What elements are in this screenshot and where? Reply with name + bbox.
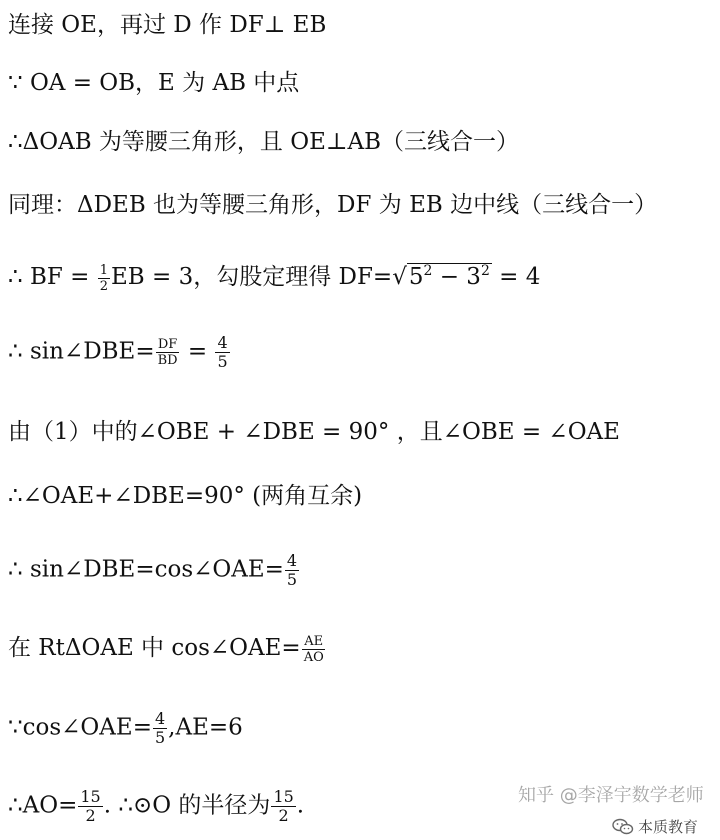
- line-4: 同理：ΔDEB 也为等腰三角形，DF 为 EB 边中线（三线合一）: [8, 192, 658, 218]
- fraction-four-fifths: $\frac{4}{5}$: [217, 333, 228, 371]
- fraction-fifteen-halves: $\frac{15}{2}$: [273, 787, 294, 825]
- line-12: ∴AO= $\frac{15}{2}$ . ∴⊙O 的半径为 $\frac{15}{2}$ .: [8, 787, 305, 825]
- line-9: ∴ sin∠DBE=cos∠OAE= $\frac{4}{5}$: [8, 551, 298, 589]
- line-7: 由（1）中的∠OBE + ∠DBE = 90° ，且∠OBE = ∠OAE: [8, 419, 620, 445]
- line-10: 在 RtΔOAE 中 cos∠OAE= $\frac{AE}{AO}$: [8, 633, 324, 665]
- fraction-four-fifths: $\frac{4}{5}$: [286, 551, 298, 589]
- zhihu-watermark: 知乎 @李泽宇数学老师: [518, 785, 704, 806]
- badge-label: 本质教育: [638, 818, 699, 836]
- line-3: ∴ΔOAB 为等腰三角形，且 OE⊥AB（三线合一）: [8, 129, 520, 155]
- line-11: ∵cos∠OAE= $\frac{4}{5}$ ,AE=6: [8, 709, 243, 747]
- line-8: ∴∠OAE+∠DBE=90° (两角互余): [8, 483, 363, 509]
- wechat-icon: [612, 818, 634, 836]
- fraction-four-fifths: $\frac{4}{5}$: [154, 709, 166, 747]
- line-1: 连接 OE，再过 D 作 DF⊥ EB: [8, 12, 327, 38]
- line-2: ∵ OA = OB，E 为 AB 中点: [8, 70, 300, 96]
- line-6: ∴ sin∠DBE= $\frac{DF}{BD}$ = $\frac{4}{5}$: [8, 333, 228, 371]
- fraction-fifteen-halves: $\frac{15}{2}$: [80, 787, 101, 825]
- square-root: $√5^2 - 3^2$: [392, 263, 490, 290]
- fraction-ae-ao: $\frac{AE}{AO}$: [303, 633, 324, 665]
- fraction-half: $\frac{1}{2}$: [99, 262, 108, 294]
- fraction-df-bd: $\frac{DF}{BD}$: [157, 337, 178, 368]
- line-5: ∴ BF = $\frac{1}{2}$ EB = 3，勾股定理得 $DF=√5^2 - 3^2 = 4$: [8, 256, 540, 294]
- wechat-badge: [612, 816, 698, 837]
